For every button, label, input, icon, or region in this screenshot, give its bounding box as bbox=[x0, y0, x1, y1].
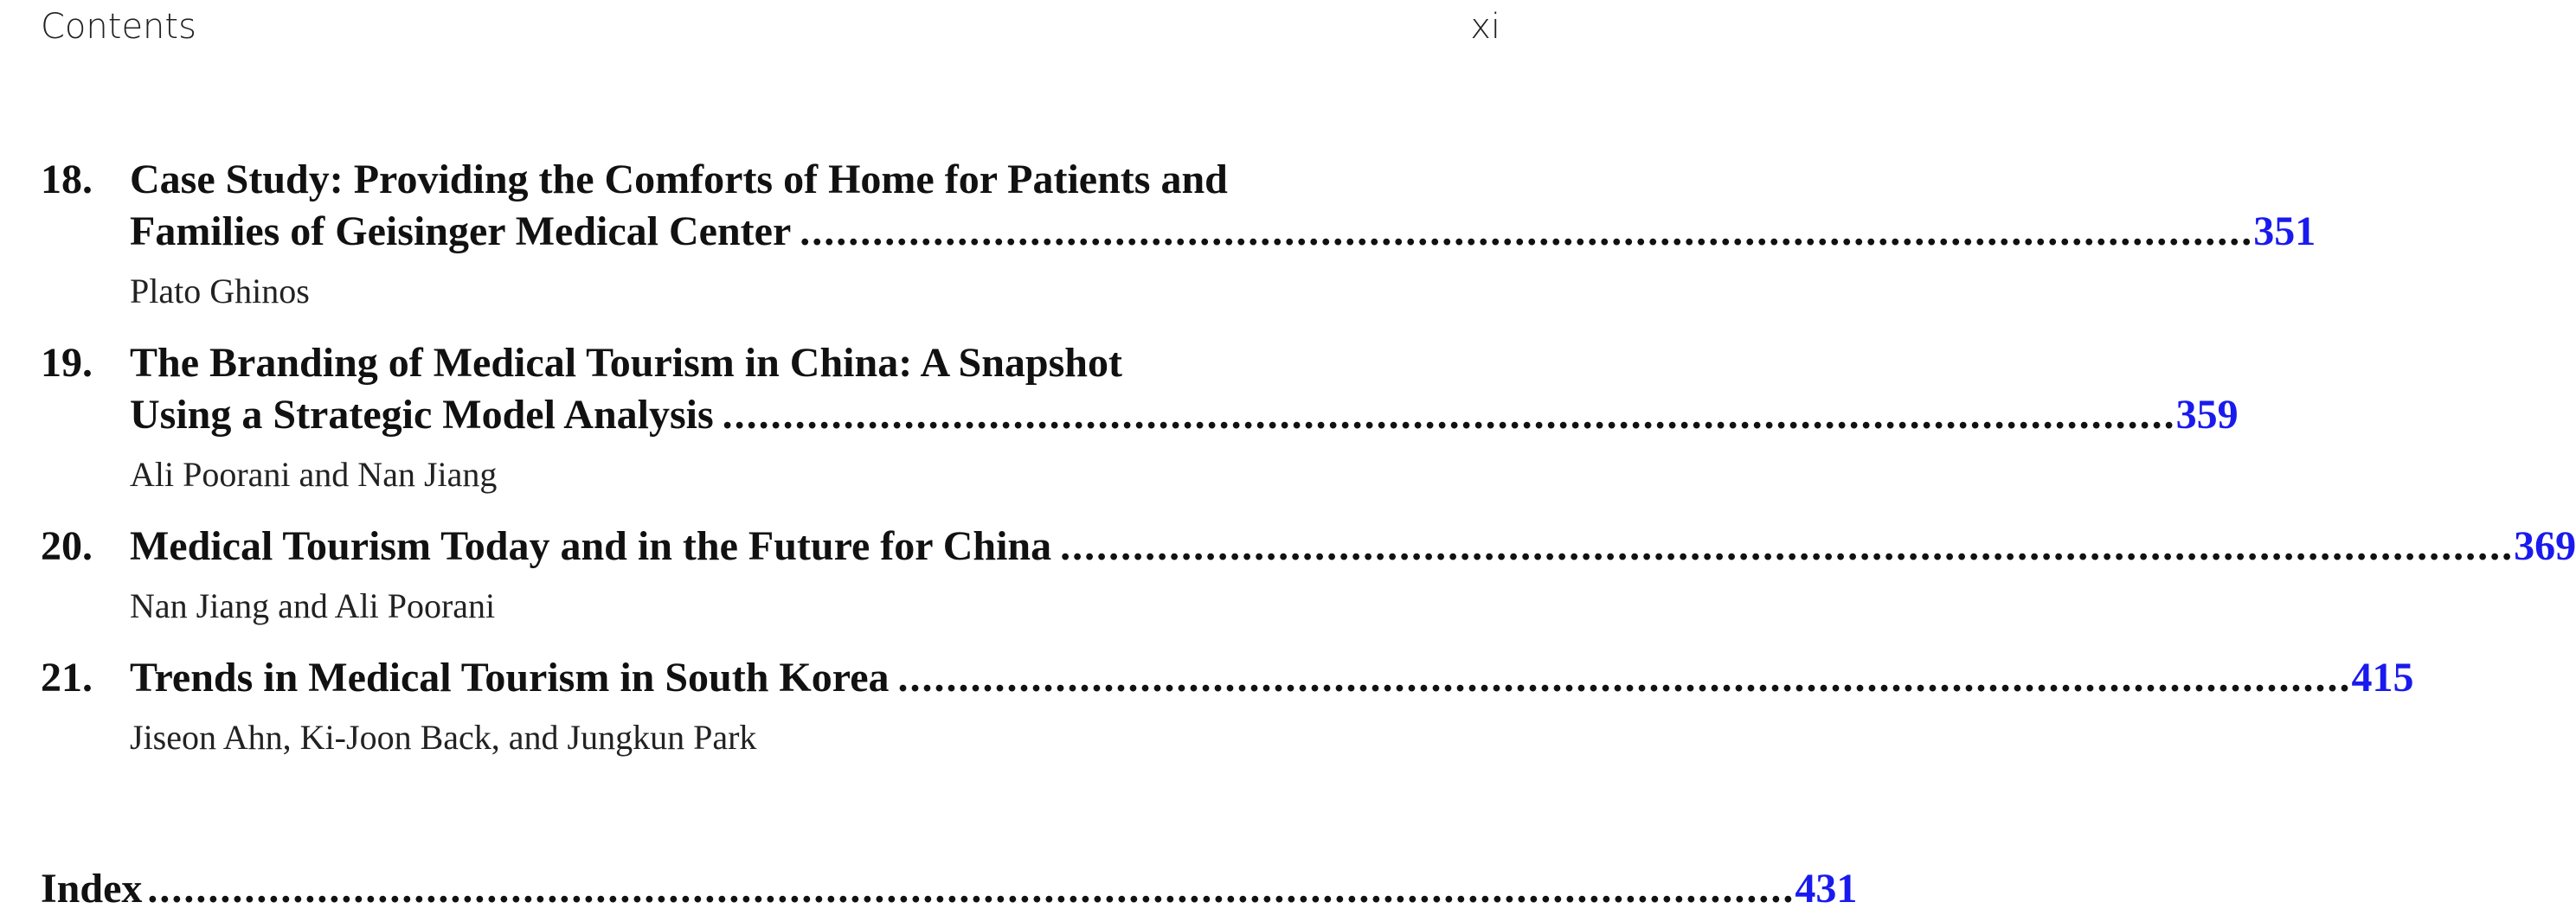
page-number-link[interactable]: 351 bbox=[2253, 208, 2316, 254]
table-of-contents bbox=[41, 154, 2576, 759]
chapter-authors: Ali Poorani and Nan Jiang bbox=[130, 455, 498, 494]
toc-index-entry bbox=[41, 863, 1858, 915]
chapter-authors: Nan Jiang and Ali Poorani bbox=[130, 586, 496, 625]
chapter-number: 18. bbox=[41, 157, 93, 202]
dot-leader: ........................................................................................................................ bbox=[722, 392, 2176, 438]
toc-entry-21 bbox=[41, 652, 2414, 759]
chapter-title-leader-line bbox=[130, 389, 2239, 441]
page-number-link[interactable]: 369 bbox=[2514, 523, 2576, 569]
index-label: Index bbox=[41, 866, 143, 912]
chapter-title-leader-line bbox=[130, 206, 2316, 258]
chapter-title-line: The Branding of Medical Tourism in China: A Snapshot bbox=[130, 340, 1122, 386]
toc-entry-20 bbox=[41, 521, 2576, 628]
chapter-title-line: Families of Geisinger Medical Center bbox=[130, 208, 792, 254]
dot-leader: ........................................................................................................................................ bbox=[147, 866, 1795, 912]
chapter-title-line: Case Study: Providing the Comforts of Home for Patients and bbox=[130, 157, 1228, 202]
chapter-number: 19. bbox=[41, 340, 93, 386]
dot-leader: ........................................................................................................................ bbox=[800, 208, 2254, 254]
chapter-title-line: Using a Strategic Model Analysis bbox=[130, 392, 714, 438]
chapter-title-leader-line bbox=[130, 652, 2414, 704]
chapter-title-leader-line bbox=[130, 521, 2576, 573]
chapter-title-line: Medical Tourism Today and in the Future for China bbox=[130, 523, 1052, 569]
index-page-number-link[interactable]: 431 bbox=[1795, 866, 1858, 912]
page-number-link[interactable]: 359 bbox=[2175, 392, 2239, 438]
chapter-authors: Plato Ghinos bbox=[130, 272, 310, 310]
running-head-page-number: xi bbox=[1470, 7, 1500, 47]
chapter-title-line: Trends in Medical Tourism in South Korea bbox=[130, 655, 890, 701]
dot-leader: ........................................................................................................................ bbox=[1060, 523, 2515, 569]
page-number-link[interactable]: 415 bbox=[2351, 655, 2414, 701]
running-head bbox=[41, 7, 1500, 47]
chapter-number: 21. bbox=[41, 655, 93, 701]
chapter-authors: Jiseon Ahn, Ki-Joon Back, and Jungkun Park bbox=[130, 718, 757, 757]
toc-entry-18 bbox=[41, 154, 2316, 313]
toc-entry-19 bbox=[41, 337, 2239, 496]
chapter-number: 20. bbox=[41, 523, 93, 569]
running-head-section: Contents bbox=[41, 7, 196, 47]
dot-leader: ........................................................................................................................ bbox=[897, 655, 2352, 701]
